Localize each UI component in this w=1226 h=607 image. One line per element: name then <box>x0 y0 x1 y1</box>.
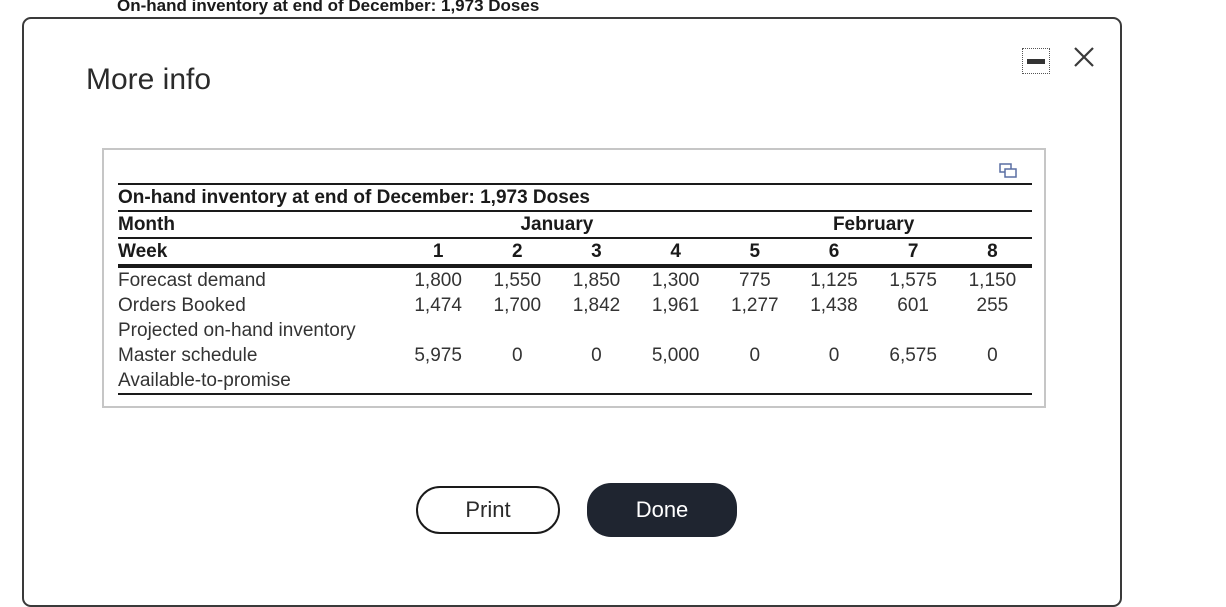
row-label: Forecast demand <box>118 270 266 291</box>
month-label: Month <box>118 211 399 238</box>
table-cell: 775 <box>738 270 771 291</box>
table-cell: 5,000 <box>651 345 700 366</box>
table-cell: 1,300 <box>651 270 700 291</box>
close-icon <box>1069 42 1099 72</box>
table-cell: 0 <box>591 345 602 366</box>
table-cell: 255 <box>976 295 1009 316</box>
inventory-table <box>118 183 1032 395</box>
table-cell: 0 <box>987 345 998 366</box>
table-caption: On-hand inventory at end of December: 1,973 Doses <box>118 184 1032 211</box>
row-label: Projected on-hand inventory <box>118 320 356 341</box>
table-cell <box>636 368 715 394</box>
table-caption-row <box>118 184 1032 211</box>
minimize-icon <box>1027 59 1045 64</box>
background-heading: On-hand inventory at end of December: 1,973 Doses <box>117 0 540 15</box>
table-cell: 1,125 <box>810 270 858 291</box>
week-header: 3 <box>557 238 636 266</box>
table-cell: 0 <box>749 345 761 366</box>
inventory-panel <box>102 148 1046 408</box>
table-cell <box>953 368 1032 394</box>
table-cell: 1,575 <box>889 270 937 291</box>
week-header: 5 <box>715 238 794 266</box>
table-row <box>118 368 1032 394</box>
table-cell: 1,277 <box>731 295 779 316</box>
table-cell: 1,438 <box>810 295 858 316</box>
table-cell: 5,975 <box>414 345 462 366</box>
table-cell: 1,550 <box>493 270 542 291</box>
table-cell <box>478 368 557 394</box>
popout-icon[interactable] <box>999 163 1017 179</box>
table-cell: 0 <box>828 345 840 366</box>
table-cell: 1,961 <box>651 295 700 316</box>
week-header: 6 <box>794 238 873 266</box>
table-cell: 1,700 <box>493 295 542 316</box>
week-header: 4 <box>636 238 715 266</box>
month-row <box>118 211 1032 238</box>
table-cell <box>557 318 636 343</box>
table-cell <box>794 368 873 394</box>
table-cell: 1,150 <box>968 270 1017 291</box>
table-row <box>118 293 1032 318</box>
row-label: Available-to-promise <box>118 368 399 394</box>
close-button[interactable] <box>1069 42 1099 72</box>
table-cell <box>478 318 557 343</box>
table-cell: 1,850 <box>572 270 621 291</box>
table-cell: 1,800 <box>414 270 462 291</box>
table-row <box>118 318 1032 343</box>
week-header: 1 <box>399 238 478 266</box>
table-cell: 6,575 <box>889 345 937 366</box>
table-cell <box>794 318 873 343</box>
dialog-title: More info <box>86 63 212 96</box>
more-info-dialog <box>22 17 1122 607</box>
week-row <box>118 238 1032 266</box>
table-cell: 601 <box>897 295 929 316</box>
table-row <box>118 343 1032 368</box>
table-cell <box>874 368 953 394</box>
month-header: January <box>399 211 716 238</box>
month-header: February <box>715 211 1032 238</box>
table-cell: 0 <box>512 345 523 366</box>
row-label: Master schedule <box>118 345 258 366</box>
print-button[interactable]: Print <box>416 486 560 534</box>
table-cell <box>399 318 478 343</box>
table-cell <box>874 318 953 343</box>
table-cell <box>636 318 715 343</box>
table-cell: 1,474 <box>414 295 462 316</box>
table-cell: 1,842 <box>572 295 621 316</box>
table-row <box>118 266 1032 293</box>
week-header: 2 <box>478 238 557 266</box>
week-header: 8 <box>953 238 1032 266</box>
done-button[interactable]: Done <box>587 483 737 537</box>
table-cell <box>715 318 794 343</box>
week-header: 7 <box>874 238 953 266</box>
minimize-button[interactable] <box>1022 48 1050 74</box>
table-cell <box>557 368 636 394</box>
week-label: Week <box>118 238 399 266</box>
table-cell <box>715 368 794 394</box>
table-cell <box>399 368 478 394</box>
row-label: Orders Booked <box>118 295 246 316</box>
table-cell <box>953 318 1032 343</box>
